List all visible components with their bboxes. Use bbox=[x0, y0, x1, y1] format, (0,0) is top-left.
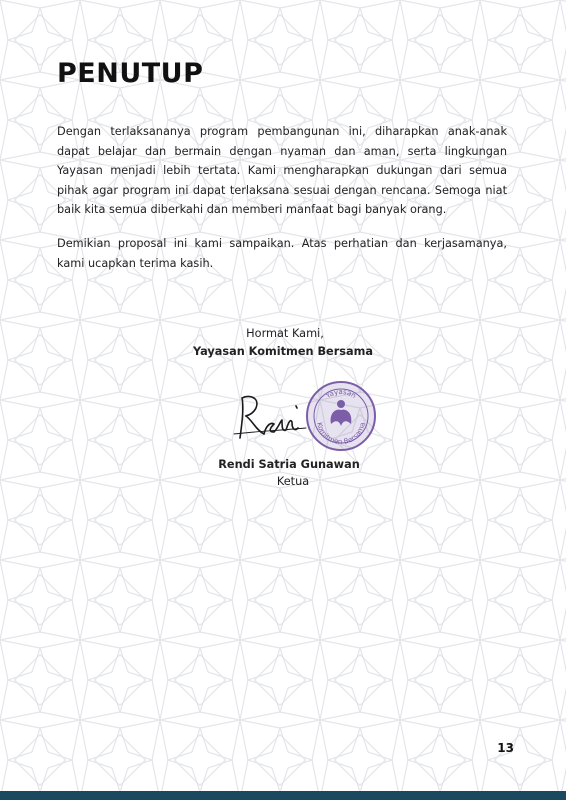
footer-bar bbox=[0, 791, 566, 800]
page-title: PENUTUP bbox=[57, 58, 204, 89]
page-number: 13 bbox=[497, 741, 514, 755]
organization-stamp bbox=[305, 380, 377, 452]
svg-text:Yayasan: Yayasan bbox=[324, 387, 358, 401]
closing-paragraph: Dengan terlaksananya program pembangunan ini, diharapkan anak-anak dapat belajar dan bermain dengan nyaman dan aman, serta lingkungan Yayasan menjadi lebih tertata. Kami mengharapkan dukungan dari semua pihak agar program ini dapat terlaksana sesuai dengan rencana. Semoga niat baik kita semua diberkahi dan memberi manfaat bagi banyak orang. bbox=[57, 125, 507, 216]
handwritten-signature bbox=[230, 388, 310, 448]
thanks-paragraph: Demikian proposal ini kami sampaikan. Atas perhatian dan kerjasamanya, kami ucapkan terima kasih. bbox=[57, 237, 507, 270]
signer-name: Rendi Satria Gunawan bbox=[218, 458, 360, 471]
closing-greeting: Hormat Kami, bbox=[246, 327, 324, 340]
organization-name: Yayasan Komitmen Bersama bbox=[192, 345, 374, 358]
signer-role: Ketua bbox=[276, 475, 310, 488]
svg-text:Komitmen Bersama: Komitmen Bersama bbox=[315, 421, 367, 447]
